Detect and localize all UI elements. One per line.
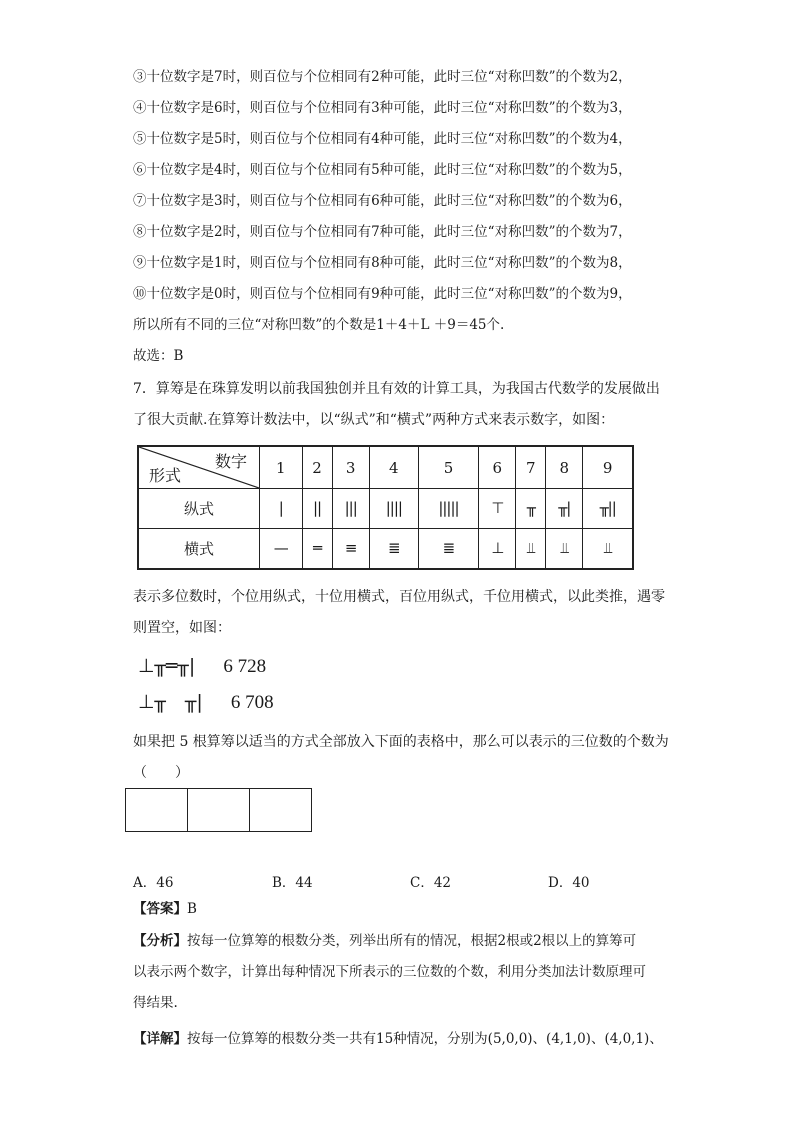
digit-cell: 8: [546, 446, 583, 489]
vertical-form-label: 纵式: [138, 489, 260, 529]
option-c: C．42: [410, 875, 452, 891]
table-header-row: [138, 446, 633, 489]
example-rods: ⊥╥ ╥|: [138, 691, 203, 713]
answer-line: [133, 900, 197, 918]
case-line-9: ⑨十位数字是1时，则百位与个位相同有8种可能，此时三位“对称凹数”的个数为8，: [133, 255, 632, 271]
digit-cell: 5: [418, 446, 478, 489]
vertical-rod-glyph: ||: [302, 489, 332, 529]
analysis-text-1: 按每一位算筹的根数分类，列举出所有的情况，根据2根或2根以上的算筹可: [187, 933, 637, 949]
analysis-line-3: 得结果.: [133, 995, 178, 1011]
rule-line-2: 则置空，如图：: [133, 620, 231, 636]
analysis-tag: 【分析】: [133, 933, 187, 949]
analysis-line-1: [133, 932, 636, 950]
digit-cell: 6: [479, 446, 516, 489]
option-a: A．46: [133, 875, 174, 891]
option-d: D．40: [548, 875, 590, 891]
horizontal-rod-glyph: ⫫: [583, 528, 633, 569]
rule-line-1: 表示多位数时，个位用纵式，十位用横式，百位用纵式，千位用横式，以此类推，遇零: [133, 589, 665, 605]
detail-text-1: 按每一位算筹的根数分类一共有15种情况，分别为(5,0,0)、(4,1,0)、(4,0,1)、: [187, 1031, 663, 1047]
empty-three-cell-table: [125, 788, 312, 832]
detail-tag: 【详解】: [133, 1031, 187, 1047]
answer-value: B: [187, 901, 197, 917]
vertical-rod-glyph: ╥: [516, 489, 546, 529]
tens-cell: [188, 789, 250, 832]
summary-line: 所以所有不同的三位“对称凹数”的个数是1＋4＋L ＋9＝45个.: [133, 317, 505, 333]
ask-line-2: （ ）: [133, 765, 189, 781]
detail-line-1: [133, 1030, 663, 1048]
case-line-8: ⑧十位数字是2时，则百位与个位相同有7种可能，此时三位“对称凹数”的个数为7，: [133, 224, 632, 240]
horizontal-form-row: [138, 528, 633, 569]
digit-cell: 3: [332, 446, 369, 489]
vertical-rod-glyph: ╥|: [546, 489, 583, 529]
answer-tag: 【答案】: [133, 901, 187, 917]
ask-line-1: 如果把 5 根算筹以适当的方式全部放入下面的表格中，那么可以表示的三位数的个数为: [133, 734, 669, 750]
example-number: 6 728: [223, 656, 267, 677]
case-line-5: ⑤十位数字是5时，则百位与个位相同有4种可能，此时三位“对称凹数”的个数为4，: [133, 131, 632, 147]
horizontal-rod-glyph: ⫫: [516, 528, 546, 569]
question-7-stem-2: 了很大贡献.在算筹计数法中，以“纵式”和“横式”两种方式来表示数字，如图：: [133, 412, 615, 428]
vertical-rod-glyph: ⊤: [479, 489, 516, 529]
horizontal-rod-glyph: ⊥: [479, 528, 516, 569]
horizontal-form-label: 横式: [138, 528, 260, 569]
option-b: B．44: [272, 875, 313, 891]
hundreds-cell: [126, 789, 188, 832]
vertical-form-row: [138, 489, 633, 529]
digit-cell: 4: [369, 446, 418, 489]
horizontal-rod-glyph: ≣: [369, 528, 418, 569]
case-line-10: ⑩十位数字是0时，则百位与个位相同有9种可能，此时三位“对称凹数”的个数为9，: [133, 286, 632, 302]
digit-cell: 9: [583, 446, 633, 489]
digit-cell: 7: [516, 446, 546, 489]
digit-cell: 1: [260, 446, 303, 489]
case-line-7: ⑦十位数字是3时，则百位与个位相同有6种可能，此时三位“对称凹数”的个数为6，: [133, 193, 632, 209]
horizontal-rod-glyph: ⫫: [546, 528, 583, 569]
example-6728: [138, 655, 266, 678]
case-line-4: ④十位数字是6时，则百位与个位相同有3种可能，此时三位“对称凹数”的个数为3，: [133, 100, 632, 116]
header-form-label: 形式: [149, 466, 182, 485]
case-line-3: ③十位数字是7时，则百位与个位相同有2种可能，此时三位“对称凹数”的个数为2，: [133, 69, 632, 85]
case-line-6: ⑥十位数字是4时，则百位与个位相同有5种可能，此时三位“对称凹数”的个数为5，: [133, 162, 632, 178]
vertical-rod-glyph: ╥||: [583, 489, 633, 529]
vertical-rod-glyph: |||: [332, 489, 369, 529]
analysis-line-2: 以表示两个数字，计算出每种情况下所表示的三位数的个数，利用分类加法计数原理可: [133, 964, 646, 980]
previous-answer: 故选：B: [133, 348, 184, 364]
example-number: 6 708: [230, 692, 274, 713]
header-digit-label: 数字: [214, 452, 247, 471]
question-7-stem-1: 7．算筹是在珠算发明以前我国独创并且有效的计算工具，为我国古代数学的发展做出: [133, 381, 660, 397]
horizontal-rod-glyph: ≣: [418, 528, 478, 569]
digit-cell: 2: [302, 446, 332, 489]
counting-rod-table: [137, 445, 634, 570]
horizontal-rod-glyph: ≡: [332, 528, 369, 569]
horizontal-rod-glyph: —: [260, 528, 303, 569]
units-cell: [250, 789, 312, 832]
example-rods: ⊥╥═╥|: [138, 655, 196, 677]
horizontal-rod-glyph: ═: [302, 528, 332, 569]
example-6708: [138, 687, 274, 714]
vertical-rod-glyph: |: [260, 489, 303, 529]
vertical-rod-glyph: |||||: [418, 489, 478, 529]
diagonal-header-cell: [138, 446, 260, 489]
vertical-rod-glyph: ||||: [369, 489, 418, 529]
